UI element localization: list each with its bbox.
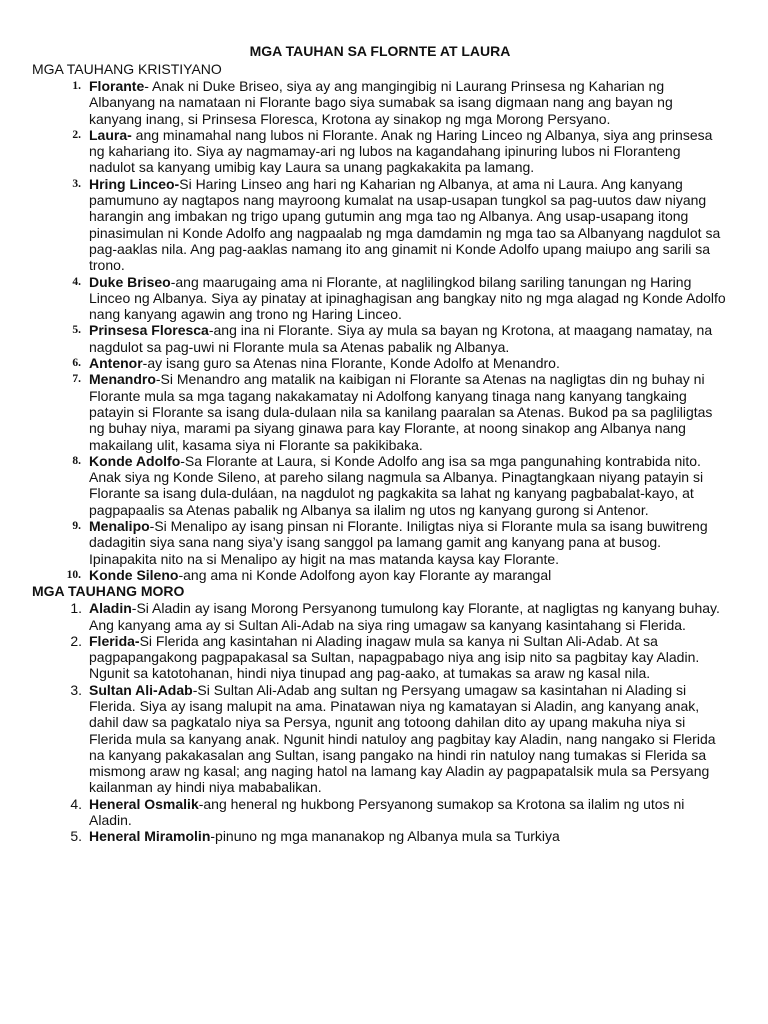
character-description: -Si Aladin ay isang Morong Persyanong tumulong kay Florante, at nagligtas ng kanyang buhay. Ang kanyang ama ay si Sultan Ali-Adab na siya ring umagaw sa kanyang kasintahang si Flerida. xyxy=(89,600,720,633)
character-description: -Si Sultan Ali-Adab ang sultan ng Persyang umagaw sa kasintahan ni Alading si Flerida. Siya ay isang malupit na ama. Pinatawan niya ng kamatayan si Aladin, ang kanyang anak, dahil daw sa pagkatalo niya sa Persya, ngunit ang totoong dahilan dito ay upang makuha niya si Flerida mula sa kanyang anak. Ngunit hindi natuloy ang pagbitay kay Aladin, nang nangako si Flerida na kanyang pakakasalan ang Sultan, isang pangako na hindi rin natuloy nang tumakas si Flerida sa mismong araw ng kasal; ang naging hatol na lamang kay Aladin ay pagpapatalsik mula sa Persyang kailanman ay hindi niya mababalikan. xyxy=(89,681,716,796)
list-item xyxy=(32,682,728,796)
item-number: 5. xyxy=(70,828,82,845)
item-number: 4. xyxy=(70,795,82,812)
section-heading-christian: MGA TAUHANG KRISTIYANO xyxy=(32,61,222,77)
list-item xyxy=(32,322,728,355)
list-item xyxy=(32,127,728,176)
item-number: 7. xyxy=(72,373,81,386)
character-description: -ang ama ni Konde Adolfong ayon kay Florante ay marangal xyxy=(178,566,552,583)
character-name: Flerida- xyxy=(89,632,140,649)
list-item xyxy=(32,274,728,323)
character-name: Heneral Osmalik xyxy=(89,795,199,812)
list-item xyxy=(32,78,728,127)
character-description: Si Flerida ang kasintahan ni Alading inagaw mula sa kanya ni Sultan Ali-Adab. At sa pagpapangakong pagpapakasal sa Sultan, napagpabago niya ang isip nito sa pagbitay kay Aladin. Ngunit sa katotohanan, hindi niya tinupad ang pag-aako, at tumakas sa araw ng kasal nila. xyxy=(89,632,700,682)
character-name: Sultan Ali-Adab xyxy=(89,681,193,698)
item-number: 1. xyxy=(72,80,81,92)
character-name: Menalipo xyxy=(89,518,150,535)
item-number: 10. xyxy=(66,568,81,581)
character-description: Si Haring Linseo ang hari ng Kaharian ng Albanya, at ama ni Laura. Ang kanyang pamumuno ay nagtapos nang mayroong kumalat na usap-usapan tungkol sa pag-uutos daw niyang harangin ang imbakan ng trigo upang gutumin ang mga tao ng Albanya. Ang usap-usapang itong pinasimulan ni Konde Adolfo ang nagpaalab ng mga damdamin ng mga tao sa Albanyang nagdulot sa pag-aaklas nila. Ang pag-aaklas namang ito ang ginamit ni Konde Adolfo upang maiupo ang sarili sa trono. xyxy=(89,175,721,274)
item-number: 6. xyxy=(72,357,81,370)
item-number: 8. xyxy=(72,454,81,467)
item-number: 5. xyxy=(72,324,81,337)
document-title: MGA TAUHAN SA FLORNTE AT LAURA xyxy=(249,43,511,59)
item-number: 3. xyxy=(70,681,82,698)
list-item xyxy=(32,600,728,633)
character-description: -pinuno ng mga mananakop ng Albanya mula sa Turkiya xyxy=(210,828,560,845)
character-description: -Sa Florante at Laura, si Konde Adolfo ang isa sa mga pangunahing kontrabida nito. Anak siya ng Konde Sileno, at pareho silang nagmula sa Albanya. Pinagtangkaan niyang patayin si Florante sa isang dula-duláan, na nagdulot ng pagkakita sa lahat ng kanyang pagbabalat-kayo, at pagpapaalis sa Atenas pabalik ng Albanya sa ilalim ng utos ng kanyang gurong si Antenor. xyxy=(89,452,704,518)
character-description: -Si Menandro ang matalik na kaibigan ni Florante sa Atenas na nagligtas din ng buhay ni Florante mula sa mga tagang nakakamatay ni Adolfong kanyang tinaga nang kanyang tangkaing patayin si Florante sa isang dula-dulaan nila sa kanilang paaralan sa Atenas. Bukod pa sa pagliligtas ng buhay niya, marami pa siyang ginawa para kay Florante, at noong sinakop ang Albanya nang makailang ulit, kasama siya ni Florante sa pakikibaka. xyxy=(89,371,713,453)
list-item xyxy=(32,355,728,371)
item-number: 1. xyxy=(70,600,82,617)
character-name: Florante xyxy=(89,78,145,94)
list-item xyxy=(32,176,728,274)
item-number: 3. xyxy=(72,177,81,190)
character-description: -Si Menalipo ay isang pinsan ni Florante. Iniligtas niya si Florante mula sa isang buwitreng dadagitin siya sana nang siya’y isang sanggol pa lamang gamit ang kanyang pana at busog. Ipinapakita nito na si Menalipo ay higit na mas matanda kaysa kay Florante. xyxy=(89,518,708,567)
list-item xyxy=(32,633,728,682)
character-name: Prinsesa Floresca xyxy=(89,322,209,339)
list-item xyxy=(32,796,728,829)
character-name: Konde Adolfo xyxy=(89,452,181,469)
christian-characters-list xyxy=(32,78,728,583)
list-item xyxy=(32,518,728,567)
character-name: Antenor xyxy=(89,355,143,372)
character-name: Aladin xyxy=(89,600,132,617)
character-name: Heneral Miramolin xyxy=(89,828,211,845)
character-description: -ang ina ni Florante. Siya ay mula sa bayan ng Krotona, at maagang namatay, na nagdulot sa pag-uwi ni Florante mula sa Atenas pabalik ng Albanya. xyxy=(89,322,713,355)
list-item xyxy=(32,567,728,583)
character-description: -ang maarugaing ama ni Florante, at naglilingkod bilang sariling tanungan ng Haring Linceo ng Albanya. Siya ay pinatay at ipinaghagisan ang bangkay nito ng mga alagad ng Konde Adolfo nang kanyang agawin ang trono ng Haring Linceo. xyxy=(89,273,726,323)
item-number: 4. xyxy=(72,275,81,288)
moro-characters-list xyxy=(32,600,728,844)
item-number: 9. xyxy=(72,520,81,533)
list-item xyxy=(32,453,728,518)
character-description: -ang heneral ng hukbong Persyanong sumakop sa Krotona sa ilalim ng utos ni Aladin. xyxy=(89,795,685,829)
character-description: ang minamahal nang lubos ni Florante. Anak ng Haring Linceo ng Albanya, siya ang prinsesa ng kahariang ito. Siya ay nagmamay-ari ng lubos na kagandahang ipinuring lubos ni Floranteng nadulot sa kanyang umibig kay Laura sa unang pagkakakita pa lamang. xyxy=(89,126,713,176)
list-item xyxy=(32,371,728,452)
character-name: Laura- xyxy=(89,126,132,143)
character-description: - Anak ni Duke Briseo, siya ay ang mangingibig ni Laurang Prinsesa ng Kaharian ng Albanyang na namataan ni Florante bago siya sumabak sa isang digmaan nang ang bayan ng kanyang inang, si Prinsesa Floresca, Krotona ay sinakop ng mga Morong Persyano. xyxy=(89,78,673,127)
character-description: -ay isang guro sa Atenas nina Florante, Konde Adolfo at Menandro. xyxy=(142,355,560,372)
item-number: 2. xyxy=(70,632,82,649)
section-heading-moro: MGA TAUHANG MORO xyxy=(32,583,185,600)
character-name: Menandro xyxy=(89,371,156,388)
character-name: Duke Briseo xyxy=(89,273,171,290)
character-name: Hring Linceo- xyxy=(89,175,180,192)
item-number: 2. xyxy=(72,128,81,141)
list-item xyxy=(32,828,728,844)
character-name: Konde Sileno xyxy=(89,566,179,583)
